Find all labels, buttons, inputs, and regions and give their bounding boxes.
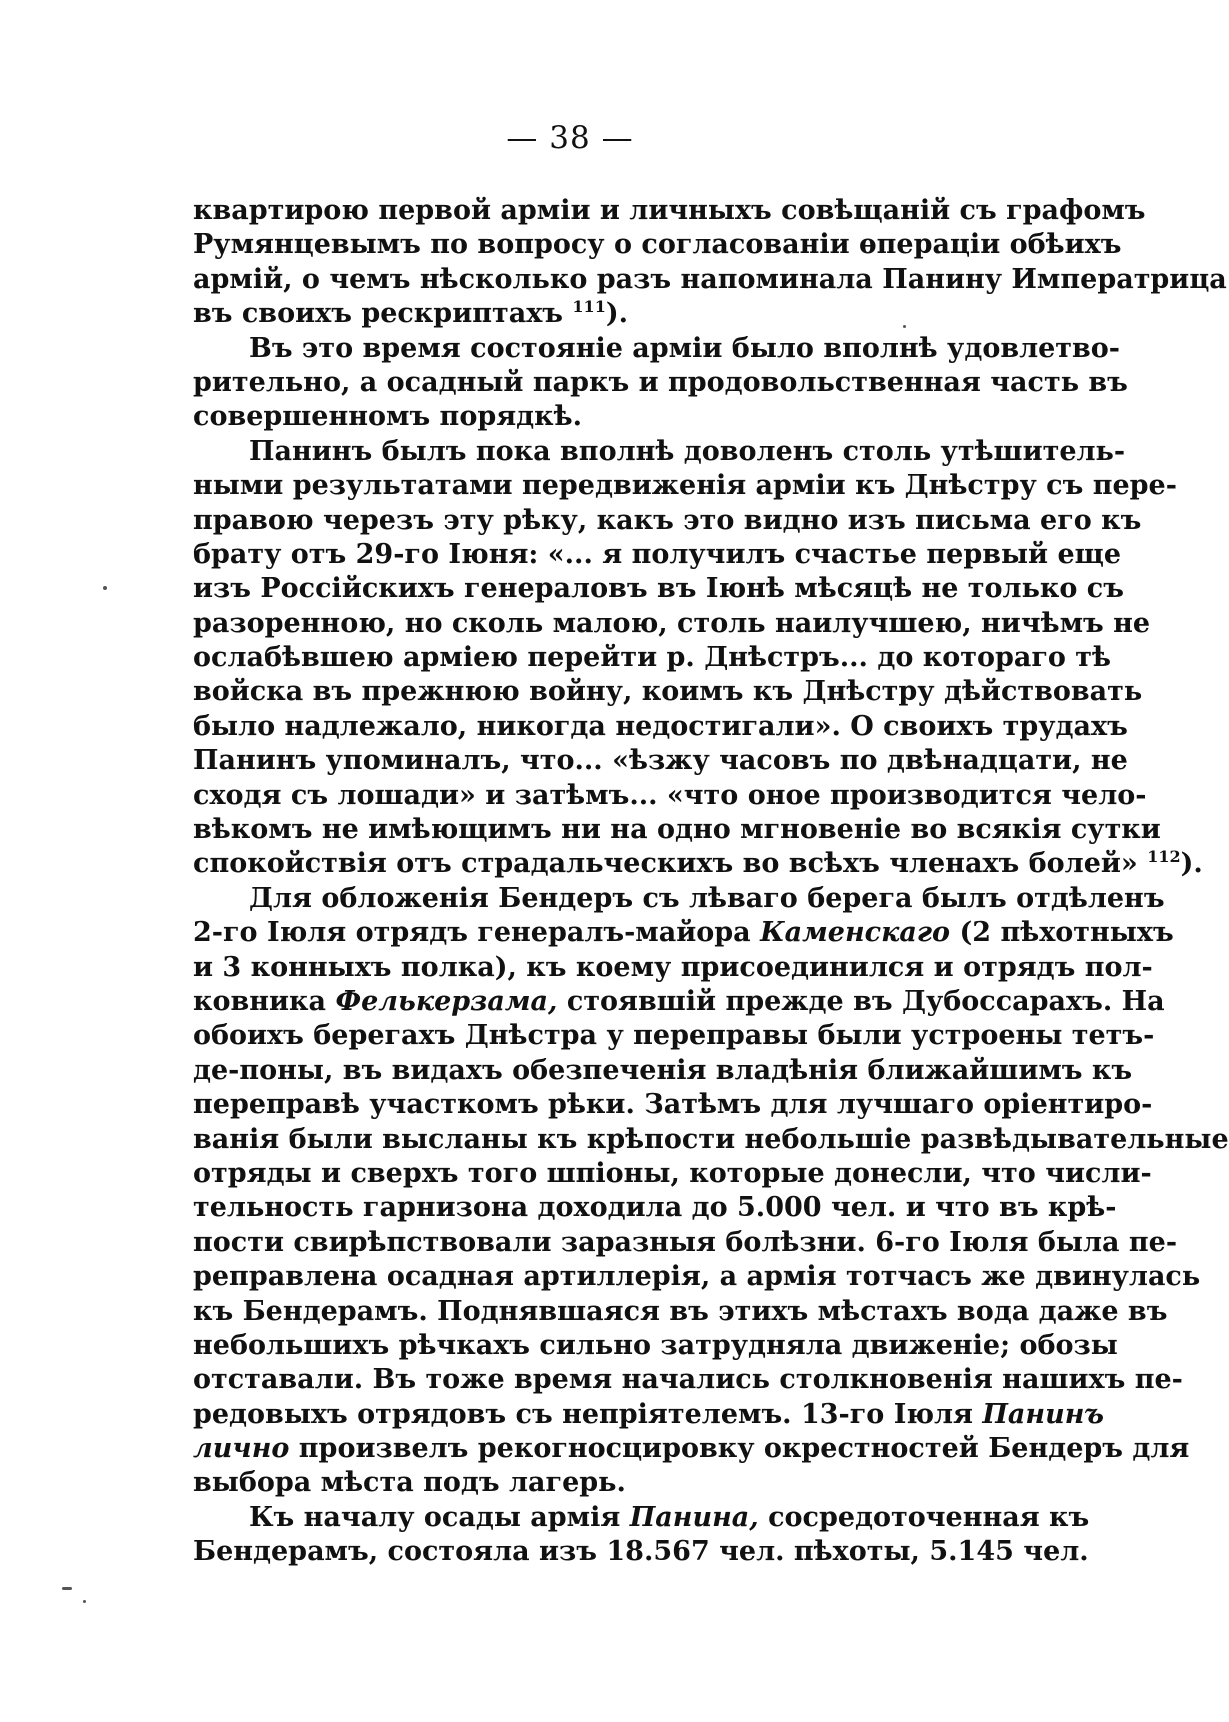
text-line: ванія были высланы къ крѣпости небольшіе развѣдывательные [193,1123,1229,1155]
text-line: Къ началу осады армія Панина, сосредоточенная къ [249,1501,1090,1533]
text-line: Панинъ былъ пока вполнѣ доволенъ столь утѣшитель- [249,435,1126,467]
text-line: разоренною, но сколь малою, столь наилучшею, ничѣмъ не [193,607,1151,639]
italic-name: Фелькерзама, [335,985,558,1017]
text-line: пости свирѣпствовали заразныя болѣзни. 6-го Іюля была пе- [193,1226,1178,1258]
text-line: тельность гарнизона доходила до 5.000 чел. и что въ крѣ- [193,1192,1117,1224]
text-line: рительно, а осадный паркъ и продовольственная часть въ [193,366,1128,398]
text-line: обоихъ берегахъ Днѣстра у переправы были устроены тетъ- [193,1020,1155,1052]
scan-speck [62,1587,72,1590]
text-line: правою черезъ эту рѣку, какъ это видно изъ письма его къ [193,504,1142,536]
text-line: реправлена осадная артиллерія, а армія тотчасъ же двинулась [193,1261,1201,1293]
scan-speck [103,586,107,590]
text-line: небольшихъ рѣчкахъ сильно затрудняла движеніе; обозы [193,1329,1118,1361]
text-line: Для обложенія Бендеръ съ лѣваго берега былъ отдѣленъ [249,882,1165,914]
text-line: и 3 конныхъ полка), къ коему присоединился и отрядъ пол- [193,951,1153,983]
text-line: сходя съ лошади» и затѣмъ... «что оное производится чело- [193,779,1147,811]
text-line: вѣкомъ не имѣющимъ ни на одно мгновеніе во всякія сутки [193,814,1161,846]
text-line: было надлежало, никогда недостигали». О своихъ трудахъ [193,710,1128,742]
text-line: изъ Россійскихъ генераловъ въ Іюнѣ мѣсяцѣ не только съ [193,573,1124,605]
text-line: переправѣ участкомъ рѣки. Затѣмъ для лучшаго оріентиро- [193,1089,1153,1121]
text-line: редовыхъ отрядовъ съ непріятелемъ. 13-го Іюля Панинъ [193,1398,1105,1430]
text-line: выбора мѣста подъ лагерь. [193,1467,626,1499]
body-text [193,194,1229,1570]
scan-speck [903,325,906,328]
footnote-ref: 111 [572,297,606,317]
text-line: Панинъ упоминалъ, что... «ѣзжу часовъ по двѣнадцати, не [193,745,1128,777]
page-number: — 38 — [506,120,634,156]
text-line: отставали. Въ тоже время начались столкновенія нашихъ пе- [193,1364,1183,1396]
text-line: въ своихъ рескриптахъ $^{111}$). [193,297,629,330]
text-line: брату отъ 29-го Іюня: «... я получилъ счастье первый еще [193,538,1122,570]
footnote-ref: 112 [1147,847,1181,867]
text-line: войска въ прежнюю войну, коимъ къ Днѣстру дѣйствовать [193,676,1143,708]
text-line: совершенномъ порядкѣ. [193,401,583,433]
text-line: де-поны, въ видахъ обезпеченія владѣнія ближайшимъ къ [193,1054,1133,1086]
italic-word: лично [193,1433,290,1465]
text-line: ковника Фелькерзама, стоявшій прежде въ Дубоссарахъ. На [193,985,1165,1017]
text-line: 2-го Іюля отрядъ генералъ-майора Каменскаго (2 пѣхотныхъ [193,917,1174,949]
text-line: ными результатами передвиженія арміи къ Днѣстру съ пере- [193,470,1177,502]
text-line: армій, о чемъ нѣсколько разъ напоминала Панину Императрица [193,263,1227,295]
text-line: лично произвелъ рекогносцировку окрестностей Бендеръ для [193,1433,1190,1465]
text-line: квартирою первой арміи и личныхъ совѣщаній съ графомъ [193,195,1146,226]
text-line: спокойствія отъ страдальческихъ во всѣхъ членахъ болей» $^{112}$). [193,847,1203,880]
text-line: Въ это время состояніе арміи было вполнѣ удовлетво- [249,332,1121,364]
scan-speck [83,1600,86,1603]
text-line: Бендерамъ, состояла изъ 18.567 чел. пѣхоты, 5.145 чел. [193,1536,1089,1568]
text-line: отряды и сверхъ того шпіоны, которые донесли, что числи- [193,1157,1152,1189]
text-line: къ Бендерамъ. Поднявшаяся въ этихъ мѣстахъ вода даже въ [193,1295,1168,1327]
text-line: Румянцевымъ по вопросу о согласованіи ѳпераціи обѣихъ [193,229,1122,261]
italic-name: Каменскаго [760,917,951,949]
italic-name: Панинъ [982,1398,1105,1430]
text-line: ослабѣвшею арміею перейти р. Днѣстръ... до котораго тѣ [193,642,1112,674]
italic-name: Панина, [629,1501,759,1533]
